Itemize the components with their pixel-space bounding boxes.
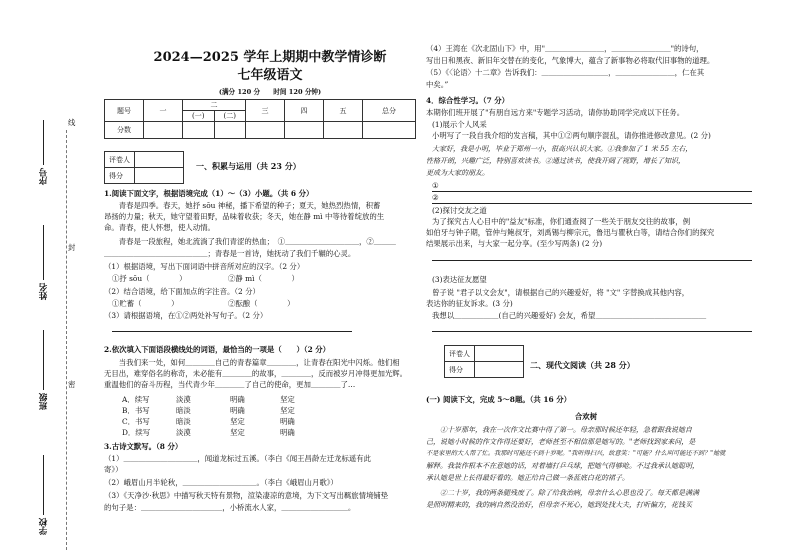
score-label: 得分 [445, 362, 475, 378]
score-cell[interactable] [246, 122, 285, 139]
side-label-name: 姓名 [38, 225, 50, 300]
section-2-heading: 二、现代文阅读（共 28 分） [530, 360, 635, 370]
q3-prompt: 3.古诗文默写。（8 分） [104, 442, 183, 451]
q1-passage-line: 青春是一段旅程，她北流淌了我们青涩的热血； ①＿＿＿＿＿＿＿＿＿＿，②＿＿＿ [104, 237, 396, 246]
reading-prompt: (一) 阅读下文，完成 5～8题。（共 16 分） [426, 395, 572, 404]
article-line: 解释。我装作根本不在意她的话，对着墙打乒乓球，把她气得够呛。不过我承认她聪明， [426, 462, 699, 470]
q2-option-word: 坚定 [230, 428, 245, 437]
scorer-box-1 [104, 151, 184, 184]
q1-sub-2a[interactable]: ①贮蓄（ ） [112, 299, 179, 308]
article-line: 承认她是世上长得最好看的。她正给自己做一条蓝底白花的裙子。 [426, 474, 629, 482]
q2-option-label[interactable]: C．书写 [122, 417, 150, 426]
score-header-3: 三 [246, 100, 285, 122]
article-line: 不是家里的大人帮了忙。我那时可能还不到十岁呢。"我听得扫兴，故意笑："可能？什么叫可能还不到？"她就 [426, 450, 726, 457]
q3-item-4[interactable]: （4）王湾在《次北固山下》中，用"＿＿＿＿＿＿＿＿，＿＿＿＿＿＿＿＿"的诗句， [426, 44, 704, 53]
q3-item-1-cont: 寄》） [104, 465, 123, 474]
blank-marker-2: ② [432, 193, 439, 202]
answer-line[interactable] [432, 260, 752, 261]
q2-option-label[interactable]: D．续写 [122, 428, 151, 437]
q4-task-2-desc: 结果展示出来，与大家一起分享。(至少写两条) (2 分) [426, 239, 603, 248]
score-sub-2: (二) [214, 111, 246, 122]
answer-line[interactable] [112, 331, 352, 332]
q3-item-5-cont: 中矣。” [426, 80, 449, 89]
q2-option-label[interactable]: B．书写 [122, 406, 150, 415]
q4-task-2-desc: 如伯牙与钟子期，管仲与鲍叔牙，刘禹锡与柳宗元，鲁迅与瞿秋白等，请结合你们的探究 [426, 228, 715, 237]
article-line: ②二十岁，我的两条腿残废了。除了给我治病，母亲什么心思也没了。每天都是满满 [426, 489, 699, 497]
scorer-cell[interactable] [135, 168, 184, 184]
q1-sub-3: （3）请根据语境，在①②两处补写句子。（2 分） [104, 311, 268, 320]
q2-option-word: 明确 [230, 395, 245, 404]
q1-passage-line: 青春是四季。春天，她抒 sōu 神秘，播下希望的种子；夏天，她热烈热情，积蓄 [104, 201, 381, 210]
scorer-cell[interactable] [135, 152, 184, 168]
score-header-2: 二 [183, 100, 246, 111]
q4-task-3-desc: 表达你的征友诉求。(3 分) [426, 299, 513, 308]
q3-item-2[interactable]: （2）峨眉山月半轮秋，＿＿＿＿＿＿＿＿＿＿。（李白《峨眉山月歌》） [104, 478, 338, 487]
answer-line[interactable] [432, 331, 752, 332]
scorer-cell[interactable] [475, 346, 524, 362]
side-label-seat: 序号 [38, 120, 50, 185]
q4-task-3-fill[interactable]: 我想以＿＿＿＿＿＿(自己的兴趣爱好) 会友，希望＿＿＿＿＿＿＿＿＿＿＿＿＿＿＿ [432, 311, 707, 320]
score-table [104, 99, 416, 139]
score-header-4: 四 [285, 100, 324, 122]
score-row-label: 分数 [105, 122, 144, 139]
seal-char-seal: 封 [68, 243, 76, 252]
q2-option-word: 淡漠 [176, 428, 191, 437]
blank-marker-1: ① [432, 181, 439, 190]
q1-passage-line: 昂扬的力量；秋天，她守望着田野，品味着收获；冬天，她在静 mì 中等待着绽放的生 [104, 212, 385, 221]
q3-item-4-cont: 写出日和黑夜、新旧年交替在的变化，气象博大，蕴含了新事物必将取代旧事物的道理。 [426, 56, 715, 65]
q2-option-word: 明确 [280, 417, 295, 426]
side-label-school: 学校 [38, 455, 50, 535]
q3-item-3[interactable]: （3）《天净沙·秋思》中描写秋天特有景物，渲染凄凉的意境，为下文写出羁旅情境铺垫 [104, 491, 389, 500]
score-header-label: 题号 [105, 100, 144, 122]
q2-passage-line: 无目出，难穿俗名的称奇，未必能有＿＿＿＿的故事，＿＿＿＿，反而被岁月冲得更加光辉。 [104, 369, 408, 378]
q4-task-1: (1)展示个人风采 [432, 120, 487, 129]
score-cell[interactable] [144, 122, 183, 139]
q4-handwritten-line: 性格开朗，兴趣广泛，特别喜欢读书。②通过读书，使我开阔了视野，增长了知识， [426, 157, 685, 165]
q4-prompt: 4．综合性学习。（7 分） [426, 96, 510, 105]
q2-passage-line: 重温他们的奋斗历程，当代青少年＿＿＿＿了自己的使命，更加＿＿＿＿了… [104, 380, 356, 389]
seal-char-secret: 密 [68, 380, 76, 389]
score-sub-1: (一) [183, 111, 215, 122]
article-title: 合欢树 [574, 412, 598, 421]
score-cell[interactable] [363, 122, 416, 139]
side-label-class: 班级 [38, 330, 50, 410]
score-cell[interactable] [183, 122, 215, 139]
q2-prompt: 2.依次填入下面语段横线处的词语，最恰当的一项是（ ）（2 分） [104, 345, 331, 354]
q2-option-word: 明确 [230, 406, 245, 415]
q2-passage-line: 当我们来一处，如何＿＿＿＿自己的青春篇章＿＿＿＿，让青春在阳光中闪烁。他们相 [104, 358, 400, 367]
q2-option-word: 坚定 [280, 395, 295, 404]
q1-sub-1: （1）根据语境，写出下面词语中拼音所对应的汉字。（2 分） [104, 262, 305, 271]
score-header-1: 一 [144, 100, 183, 122]
q2-option-word: 暗淡 [176, 417, 191, 426]
binding-dashed-line [66, 130, 67, 550]
q4-blank-2[interactable] [432, 193, 752, 204]
q2-option-word: 坚定 [280, 406, 295, 415]
scorer-label: 评卷人 [445, 346, 475, 362]
q1-passage-line: 命。青春，使人怀想，使人动情。 [104, 223, 215, 232]
article-line: 己，说她小时候的作文作得还要好，老师甚至不相信那是她写的。"老师找到家来问，是 [426, 438, 696, 446]
scorer-box-2 [444, 345, 524, 378]
exam-title: 2024—2025 学年上期期中教学情诊断 [153, 50, 387, 65]
q4-intro: 本期你们班开展了"有朋自远方来"专题学习活动，请你协助同学完成以下任务。 [426, 108, 685, 117]
q1-sub-2: （2）结合语境，给下面加点的字注音。（2 分） [104, 287, 260, 296]
section-1-heading: 一、积累与运用（共 23 分） [196, 161, 301, 171]
score-header-5: 五 [324, 100, 363, 122]
q2-option-word: 明确 [280, 428, 295, 437]
q1-sub-1b[interactable]: ②静 mì（ ） [228, 274, 299, 283]
q4-task-2-desc: 为了探究古人心目中的"益友"标准，你们通查阅了一些关于朋友交往的故事，例 [432, 217, 691, 226]
score-header-total: 总分 [363, 100, 416, 122]
exam-subtitle: 七年级语文 [237, 68, 303, 83]
q1-prompt: 1.阅读下面文字，根据语境完成（1）～（3）小题。（共 6 分） [104, 189, 314, 198]
q4-task-2: (2)探讨交友之道 [432, 206, 487, 215]
scorer-cell[interactable] [475, 362, 524, 378]
q2-option-word: 坚定 [230, 417, 245, 426]
q4-task-3-desc: 曾子说 "君子以文会友"，请根据自己的兴趣爱好，将 "文" 字替换成其他内容， [432, 288, 690, 297]
seal-char-line: 线 [68, 118, 76, 127]
q4-handwritten-line: 更成为大家的朋友。 [426, 169, 489, 177]
q4-handwritten-line: 大家好，我是小明，毕业于郑州一小，很高兴认识大家。①我参加了 1 米 55 左右， [432, 145, 693, 153]
q1-sub-1a[interactable]: ①抒 sōu（ ） [112, 274, 187, 283]
q4-blank-1[interactable] [432, 181, 752, 192]
q3-item-5[interactable]: （5）《〈论语〉十二章》告诉我们：＿＿＿＿＿＿＿＿＿，＿＿＿＿＿＿＿＿，仁在其 [426, 68, 705, 77]
article-line: 是照明精来的，我的病自然没治好，但母亲不死心，她到处找大夫，打听偏方，花钱买 [426, 501, 692, 509]
exam-meta: (满分 120 分 时间 120 分钟) [218, 88, 322, 96]
q4-task-1-desc: 小明写了一段自我介绍的发言稿，其中①②两句顺序混乱，请你推进修改意见。(2 分) [432, 131, 711, 140]
score-cell[interactable] [324, 122, 363, 139]
article-line: ①十岁那年，我在一次作文比赛中得了第一。母亲那时候还年轻，急着跟我说她自 [426, 426, 692, 434]
score-cell[interactable] [214, 122, 246, 139]
score-label: 得分 [105, 168, 135, 184]
q3-item-1[interactable]: （1）＿＿＿＿＿＿＿＿＿＿，闻道龙标过五溪。（李白《闻王昌龄左迁龙标遥有此 [104, 454, 372, 463]
q2-option-label[interactable]: A．续写 [122, 395, 150, 404]
q2-option-word: 暗淡 [176, 406, 191, 415]
q1-passage-line: ＿＿＿＿＿＿＿＿＿＿＿＿＿＿；青春是一首诗，她抚动了我们千辗的心灵。 [104, 249, 356, 258]
q4-task-3: (3)表达征友愿望 [432, 275, 487, 284]
q1-sub-2b[interactable]: ②酝酿（ ） [228, 299, 295, 308]
score-cell[interactable] [285, 122, 324, 139]
q3-item-3-cont[interactable]: 的句子是：＿＿＿＿＿＿＿＿＿＿＿，小桥流水人家，＿＿＿＿＿＿＿＿＿。 [104, 503, 356, 512]
q2-option-word: 淡漠 [176, 395, 191, 404]
scorer-label: 评卷人 [105, 152, 135, 168]
